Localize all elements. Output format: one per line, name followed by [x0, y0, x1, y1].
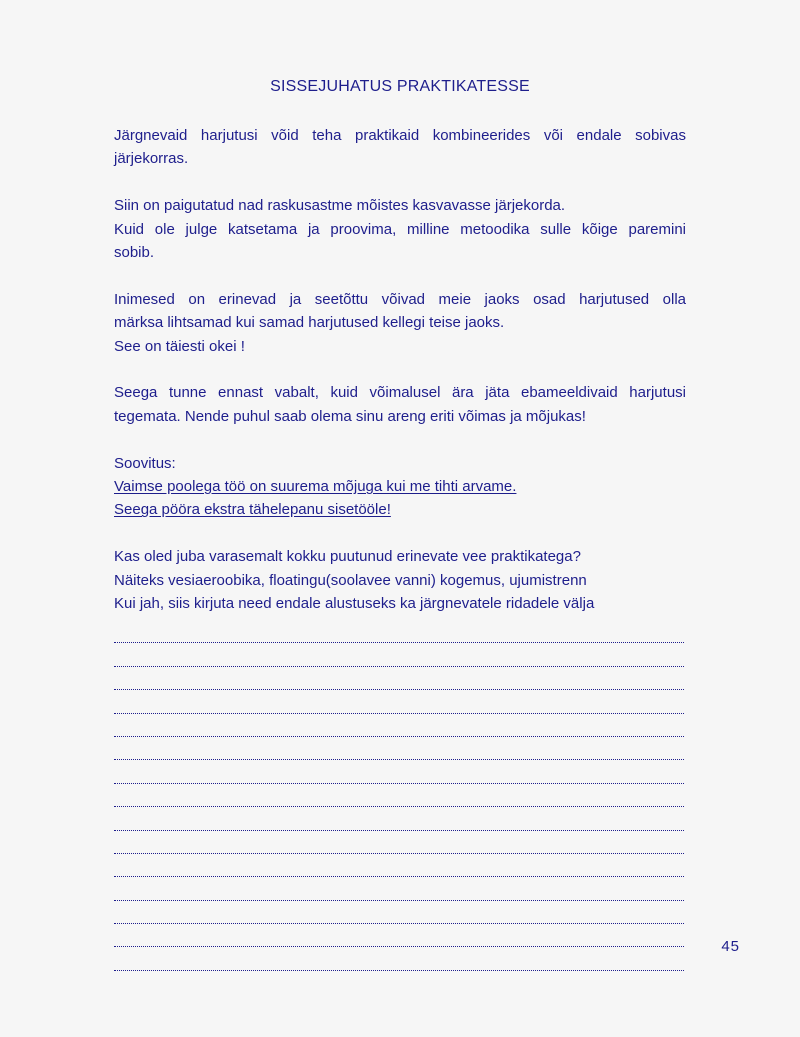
writing-line[interactable]: [114, 928, 684, 951]
writing-line[interactable]: [114, 647, 684, 670]
writing-line[interactable]: [114, 858, 684, 881]
recommendation-label: Soovitus:: [114, 454, 176, 472]
text-line: järjekorras.: [114, 150, 189, 168]
text-line: Kas oled juba varasemalt kokku puutunud erinevate vee praktikatega?: [114, 548, 581, 566]
recommendation-text: Seega pööra ekstra tähelepanu sisetööle!: [114, 501, 391, 519]
text-line: Kui jah, siis kirjuta need endale alustuseks ka järgnevatele ridadele välja: [114, 595, 595, 613]
paragraph-question: [114, 545, 686, 615]
text-line: märksa lihtsamad kui samad harjutused kellegi teise jaoks.: [114, 314, 505, 332]
writing-line[interactable]: [114, 951, 684, 974]
paragraph-order: [114, 194, 686, 264]
writing-lines: [114, 624, 684, 975]
writing-line[interactable]: [114, 741, 684, 764]
text-line: See on täiesti okei !: [114, 337, 245, 355]
paragraph-recommendation: [114, 452, 686, 522]
paragraph-intro: [114, 124, 686, 171]
writing-line[interactable]: [114, 671, 684, 694]
recommendation-text: Vaimse poolega töö on suurema mõjuga kui me tihti arvame.: [114, 478, 517, 496]
writing-line[interactable]: [114, 764, 684, 787]
text-line: Kuid ole julge katsetama ja proovima, milline metoodika sulle kõige paremini: [114, 220, 686, 238]
page-title: SISSEJUHATUS PRAKTIKATESSE: [270, 78, 530, 95]
text-line: Näiteks vesiaeroobika, floatingu(soolavee vanni) kogemus, ujumistrenn: [114, 571, 587, 589]
paragraph-freedom: [114, 381, 686, 428]
writing-line[interactable]: [114, 811, 684, 834]
writing-line[interactable]: [114, 881, 684, 904]
writing-line[interactable]: [114, 718, 684, 741]
writing-line[interactable]: [114, 694, 684, 717]
writing-line[interactable]: [114, 905, 684, 928]
writing-line[interactable]: [114, 624, 684, 647]
text-line: Siin on paigutatud nad raskusastme mõistes kasvavasse järjekorda.: [114, 197, 566, 215]
paragraph-people: [114, 288, 686, 358]
writing-line[interactable]: [114, 835, 684, 858]
text-line: Seega tunne ennast vabalt, kuid võimalusel ära jäta ebameeldivaid harjutusi: [114, 384, 686, 402]
text-line: Järgnevaid harjutusi võid teha praktikaid kombineerides või endale sobivas: [114, 127, 686, 144]
text-line: Inimesed on erinevad ja seetõttu võivad meie jaoks osad harjutused olla: [114, 290, 686, 308]
body-text: [114, 124, 686, 639]
writing-line[interactable]: [114, 788, 684, 811]
text-line: sobib.: [114, 244, 155, 262]
text-line: tegemata. Nende puhul saab olema sinu areng eriti võimas ja mõjukas!: [114, 407, 586, 425]
page-number: 45: [721, 938, 740, 955]
